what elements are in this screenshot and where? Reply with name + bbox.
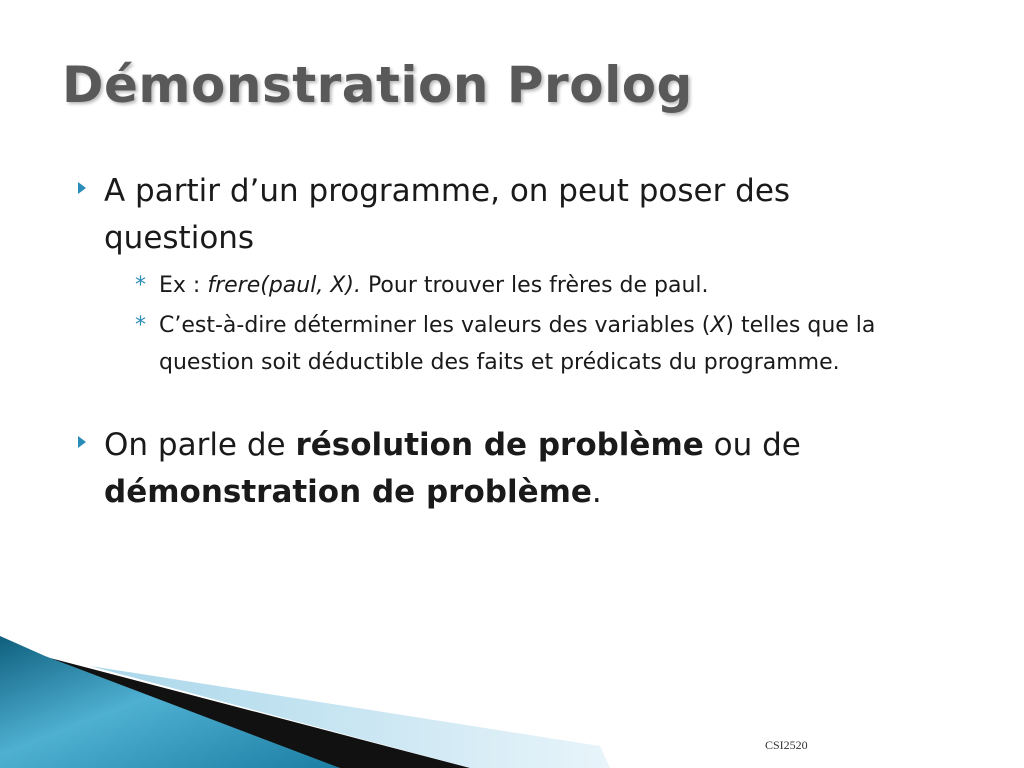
slide-title: Démonstration Prolog bbox=[62, 56, 693, 114]
bullet-arrow-icon bbox=[78, 182, 86, 194]
bullet-arrow-icon bbox=[78, 436, 86, 448]
asterisk-bullet-icon: * bbox=[135, 273, 146, 298]
sub-bullet-text: C’est-à-dire déterminer les valeurs des variables (X) telles que la question soit déductible des faits et prédicats du programme. bbox=[159, 313, 876, 375]
bullet-item bbox=[78, 168, 791, 256]
decorative-swoosh bbox=[0, 628, 1024, 768]
bullet-text: On parle de résolution de problème ou de démonstration de problème. bbox=[104, 427, 801, 510]
bullet-text: A partir d’un programme, on peut poser des questions bbox=[104, 173, 791, 256]
sub-bullet-text: Ex : frere(paul, X). Pour trouver les frères de paul. bbox=[159, 273, 709, 298]
bullet-item bbox=[78, 422, 801, 510]
asterisk-bullet-icon: * bbox=[135, 313, 146, 338]
footer-label: CSI2520 bbox=[765, 738, 808, 752]
